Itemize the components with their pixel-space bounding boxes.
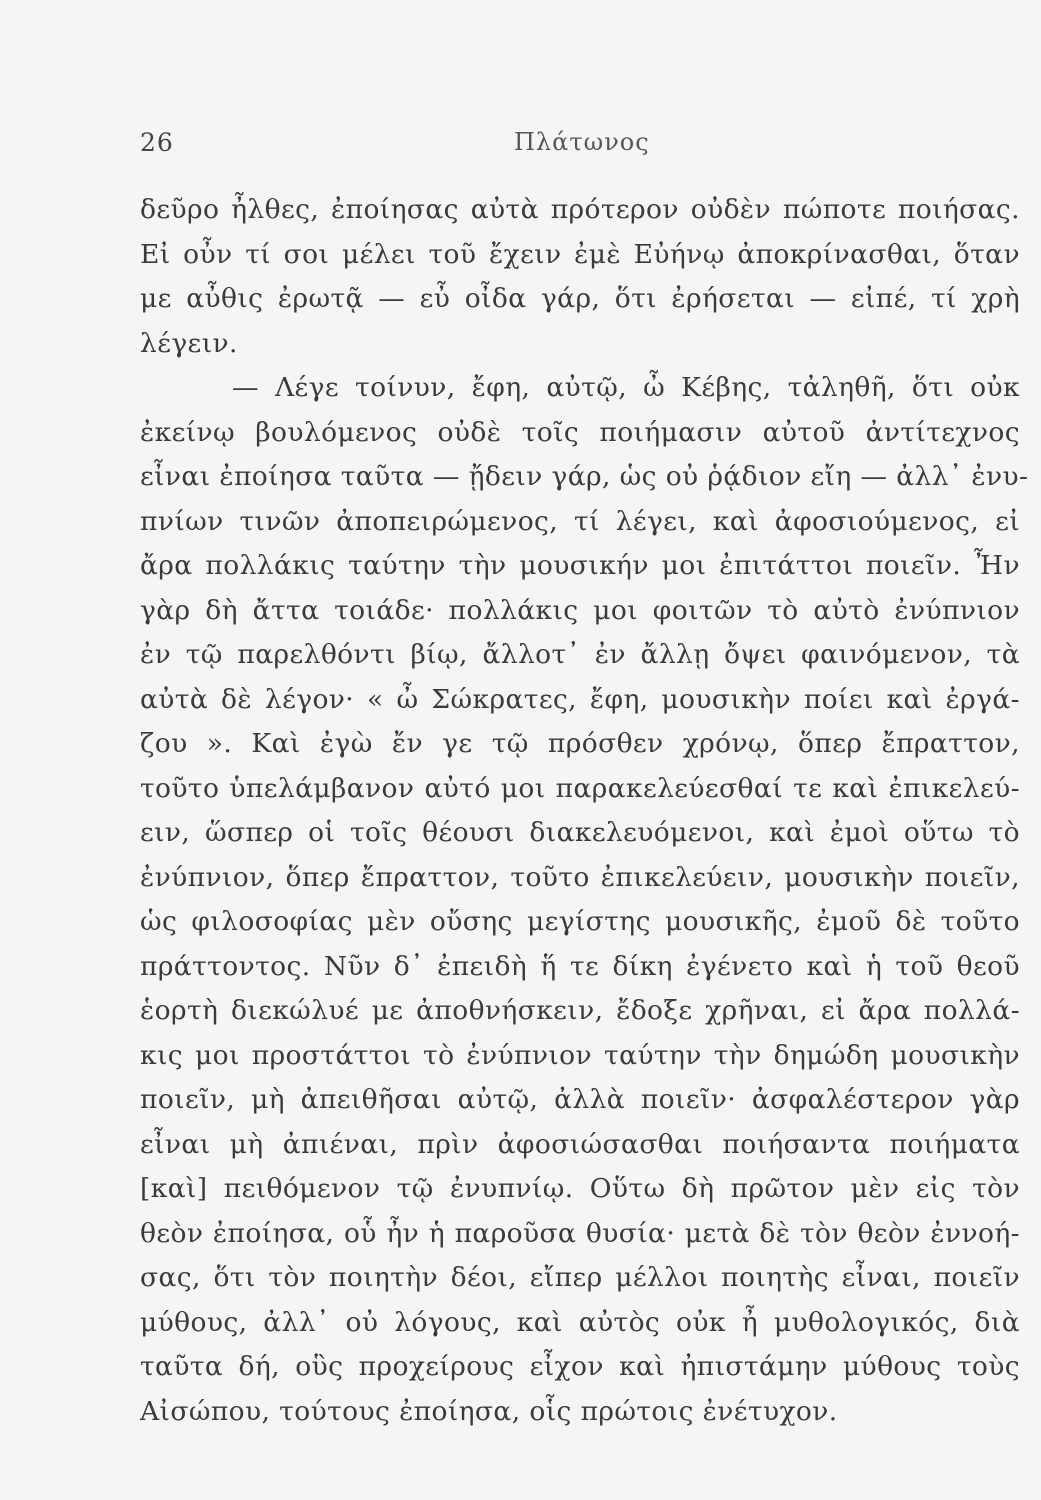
text-line: Εἰ οὖν τί σοι μέλει τοῦ ἔχειν ἐμὲ Εὐήνῳ ἀποκρίνασθαι, ὅταν [140, 238, 1020, 270]
text-line: ζου ». Καὶ ἐγὼ ἔν γε τῷ πρόσθεν χρόνῳ, ὅπερ ἔπραττον, [140, 728, 1020, 759]
text-line: εἶναι ἐποίησα ταῦτα — ᾔδειν γάρ, ὡς οὐ ῥᾴδιον εἴη — ἀλλ᾽ ἐνυ- [140, 461, 1029, 492]
text-line: ἐκείνῳ βουλόμενος οὐδὲ τοῖς ποιήμασιν αὐτοῦ ἀντίτεχνος [140, 416, 1020, 448]
text-line: κις μοι προστάττοι τὸ ἐνύπνιον ταύτην τὴν δημώδη μουσικὴν [140, 1039, 1020, 1071]
text-line: ἐνύπνιον, ὅπερ ἔπραττον, τοῦτο ἐπικελεύειν, μουσικὴν ποιεῖν, [140, 861, 1020, 893]
text-line: πράττοντος. Νῦν δ᾽ ἐπειδὴ ἥ τε δίκη ἐγένετο καὶ ἡ τοῦ θεοῦ [140, 950, 1020, 982]
text-line: ἑορτὴ διεκώλυέ με ἀποθνήσκειν, ἔδοξε χρῆναι, εἰ ἄρα πολλά- [140, 995, 1020, 1026]
text-line: ποιεῖν, μὴ ἀπειθῆσαι αὐτῷ, ἀλλὰ ποιεῖν· ἀσφαλέστερον γὰρ [140, 1084, 1020, 1115]
text-line: λέγειν. [140, 327, 238, 359]
text-line: δεῦρο ἦλθες, ἐποίησας αὐτὰ πρότερον οὐδὲν πώποτε ποιήσας. [140, 194, 1020, 225]
page-header [140, 128, 1040, 160]
text-line: ἐν τῷ παρελθόντι βίῳ, ἄλλοτ᾽ ἐν ἄλλῃ ὄψει φαινόμενον, τὰ [140, 639, 1020, 670]
text-line: με αὖθις ἐρωτᾷ — εὖ οἶδα γάρ, ὅτι ἐρήσεται — εἰπέ, τί χρὴ [140, 283, 1020, 314]
text-line: ειν, ὥσπερ οἱ τοῖς θέουσι διακελευόμενοι, καὶ ἐμοὶ οὕτω τὸ [140, 817, 1020, 848]
running-head: Πλάτωνος [514, 128, 650, 156]
text-line: μύθους, ἀλλ᾽ οὐ λόγους, καὶ αὐτὸς οὐκ ἦ μυθολογικός, διὰ [140, 1306, 1020, 1338]
page-number: 26 [140, 128, 174, 157]
text-line: ταῦτα δή, οὓς προχείρους εἶχον καὶ ἠπιστάμην μύθους τοὺς [140, 1351, 1020, 1382]
text-line: [καὶ] πειθόμενον τῷ ἐνυπνίῳ. Οὕτω δὴ πρῶτον μὲν εἰς τὸν [140, 1173, 1020, 1204]
text-line: σας, ὅτι τὸν ποιητὴν δέοι, εἴπερ μέλλοι ποιητὴς εἶναι, ποιεῖν [140, 1262, 1020, 1293]
text-line: — Λέγε τοίνυν, ἔφη, αὐτῷ, ὦ Κέβης, τἀληθῆ, ὅτι οὐκ [232, 372, 1020, 403]
text-line: ἄρα πολλάκις ταύτην τὴν μουσικήν μοι ἐπιτάττοι ποιεῖν. Ἦν [140, 550, 1020, 581]
text-line: γὰρ δὴ ἄττα τοιάδε· πολλάκις μοι φοιτῶν τὸ αὐτὸ ἐνύπνιον [140, 594, 1020, 626]
text-line: αὐτὰ δὲ λέγον· « ὦ Σώκρατες, ἔφη, μουσικὴν ποίει καὶ ἐργά- [140, 683, 1020, 715]
text-line: τοῦτο ὑπελάμβανον αὐτό μοι παρακελεύεσθαί τε καὶ ἐπικελεύ- [140, 772, 1020, 804]
text-line: θεὸν ἐποίησα, οὗ ἦν ἡ παροῦσα θυσία· μετὰ δὲ τὸν θεὸν ἐννοή- [140, 1217, 1020, 1249]
body-text [140, 188, 1029, 1434]
text-line: πνίων τινῶν ἀποπειρώμενος, τί λέγει, καὶ ἀφοσιούμενος, εἰ [140, 505, 1020, 537]
text-line: ὡς φιλοσοφίας μὲν οὔσης μεγίστης μουσικῆς, ἐμοῦ δὲ τοῦτο [140, 906, 1020, 937]
text-line: εἶναι μὴ ἀπιέναι, πρὶν ἀφοσιώσασθαι ποιήσαντα ποιήματα [140, 1128, 1020, 1160]
text-line: Αἰσώπου, τούτους ἐποίησα, οἷς πρώτοις ἐνέτυχον. [140, 1395, 838, 1427]
